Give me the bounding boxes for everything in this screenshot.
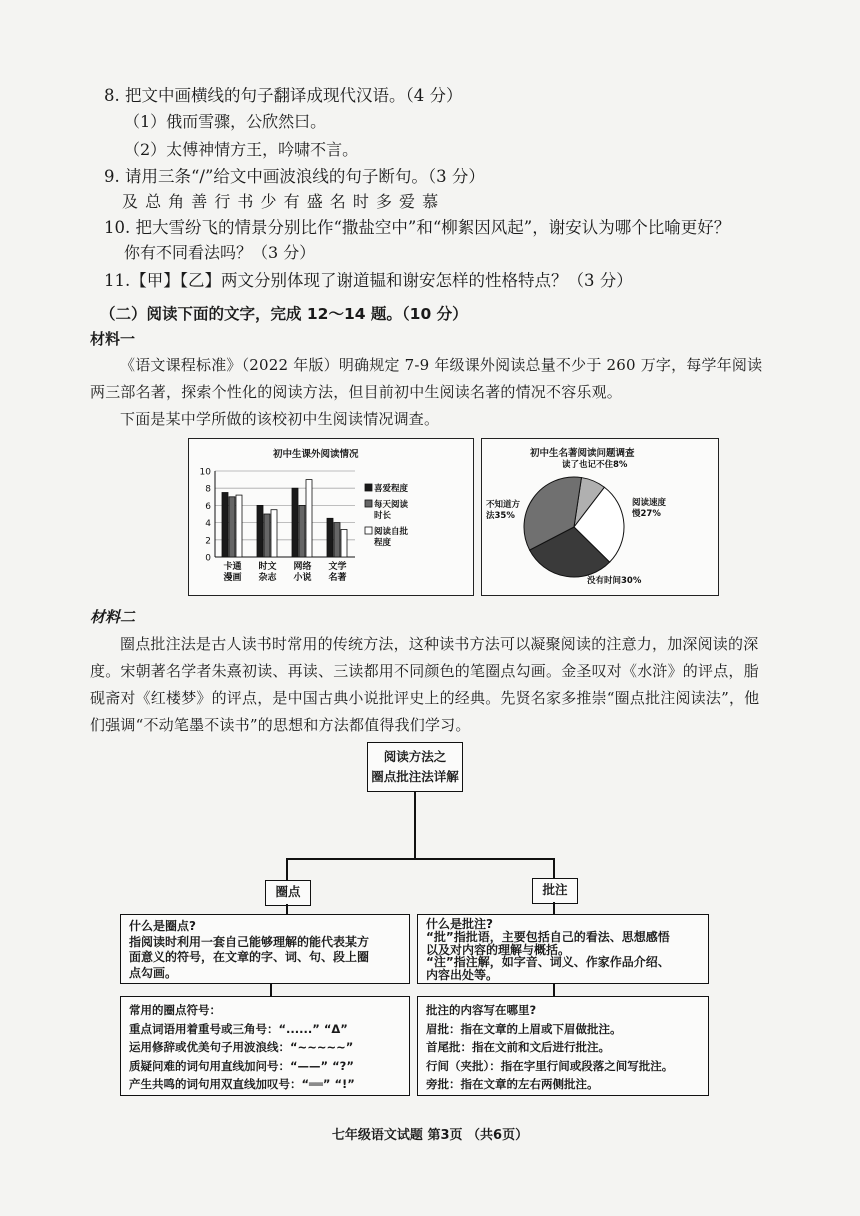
diagram-text-line: 什么是批注? [426, 917, 493, 931]
bar-chart-y-tick: 8 [205, 484, 211, 495]
bar-chart-bar [229, 497, 235, 557]
bar-chart-bar [271, 510, 277, 557]
diagram-text-line: 点勾画。 [129, 965, 178, 980]
question-9: 9. 请用三条“/”给文中画波浪线的句子断句。（3 分） [104, 167, 485, 186]
diagram-connector [270, 984, 272, 996]
bar-chart-category-label: 名著 [328, 573, 347, 583]
bar-chart-bar [327, 518, 333, 557]
bar-chart-y-tick: 2 [205, 536, 211, 547]
pie-chart-slice-label: 慢27% [632, 509, 661, 519]
pie-chart-title: 初中生名著阅读问题调查 [530, 448, 635, 459]
bar-chart [189, 439, 473, 595]
bar-chart-category-label: 卡通 [223, 562, 242, 572]
question-8: 8. 把文中画横线的句子翻译成现代汉语。（4 分） [104, 86, 463, 105]
question-10-line2: 你有不同看法吗？（3 分） [124, 243, 316, 262]
bar-chart-panel [188, 438, 474, 596]
material-1-paragraph: 《语文课程标准》（2022 年版）明确规定 7-9 年级课外阅读总量不少于 260 万字，每学年阅读两三部名著，探索个性化的阅读方法，但目前初中生阅读名著的情况不容乐观。 [90, 356, 763, 401]
bar-chart-bar [341, 529, 347, 557]
diagram-left-title: 圈点 [275, 884, 301, 899]
page-footer: 七年级语文试题 第3页 （共6页） [331, 1128, 529, 1143]
question-9-text: 及 总 角 善 行 书 少 有 盛 名 时 多 爱 慕 [122, 192, 440, 211]
diagram-text-line: 产生共鸣的词句用双直线加叹号：“══” “!” [129, 1077, 355, 1091]
bar-chart-category-label: 杂志 [258, 573, 277, 583]
bar-chart-legend-label: 喜爱程度 [374, 484, 409, 494]
bar-chart-bar [264, 514, 270, 557]
bar-chart-y-tick: 10 [199, 467, 211, 478]
diagram-root-box [367, 742, 463, 792]
bar-chart-category-label: 小说 [293, 573, 312, 583]
question-11: 11.【甲】【乙】两文分别体现了谢道韫和谢安怎样的性格特点？（3 分） [104, 271, 633, 290]
question-8-1: （1）俄而雪骤，公欣然曰。 [124, 112, 327, 131]
diagram-right-title: 批注 [542, 882, 568, 897]
bar-chart-category-label: 时文 [258, 562, 277, 572]
bar-chart-y-tick: 0 [205, 553, 211, 564]
pie-chart-slice-label: 读了也记不住8% [562, 460, 628, 470]
bar-chart-category-label: 文学 [328, 562, 347, 572]
diagram-root-line: 圈点批注法详解 [371, 769, 459, 784]
pie-chart-slice-label: 法35% [486, 511, 515, 521]
diagram-text-line: 旁批：指在文章的左右两侧批注。 [426, 1077, 599, 1091]
diagram-text-line: 眉批：指在文章的上眉或下眉做批注。 [426, 1021, 622, 1036]
bar-chart-bar [222, 493, 228, 558]
diagram-connector [553, 858, 555, 880]
bar-chart-legend-label: 程度 [374, 538, 392, 548]
diagram-text-line: 行间（夹批）：指在字里行间或段落之间写批注。 [426, 1058, 674, 1073]
bar-chart-legend-label: 时长 [374, 511, 392, 521]
pie-chart [482, 439, 718, 595]
bar-chart-y-tick: 6 [205, 501, 211, 512]
bar-chart-category-label: 网络 [293, 562, 312, 572]
pie-chart-slice-label: 没有时间30% [587, 576, 642, 586]
diagram-connector [286, 904, 288, 914]
bar-chart-y-tick: 4 [205, 519, 211, 530]
diagram-common-symbols [120, 996, 410, 1096]
diagram-text-line: 常用的圈点符号： [129, 1003, 221, 1017]
diagram-connector [553, 902, 555, 914]
diagram-connector [286, 858, 554, 860]
diagram-connector [414, 792, 416, 858]
material-1-survey-intro: 下面是某中学所做的该校初中生阅读情况调查。 [120, 410, 440, 428]
material-2-label: 材料二 [90, 608, 136, 626]
question-8-2: （2）太傅神情方王，吟啸不言。 [124, 140, 359, 159]
bar-chart-legend-swatch [365, 484, 372, 491]
section-2-heading: （二）阅读下面的文字，完成 12～14 题。（10 分） [100, 305, 468, 323]
bar-chart-bar [257, 505, 263, 557]
diagram-text-line: 指阅读时利用一套自己能够理解的能代表某方 [129, 934, 370, 949]
diagram-what-is-quandian [120, 914, 410, 984]
bar-chart-bar [299, 505, 305, 557]
diagram-text-line: 首尾批：指在文前和文后进行批注。 [426, 1040, 610, 1054]
diagram-text-line: 面意义的符号，在文章的字、词、句、段上圈 [129, 950, 370, 964]
diagram-connector [553, 984, 555, 996]
diagram-root-line: 阅读方法之 [383, 749, 447, 764]
bar-chart-category-label: 漫画 [223, 573, 242, 583]
diagram-text-line: “批”指批语，主要包括自己的看法、思想感悟 [426, 929, 670, 944]
diagram-right-title-box [532, 878, 578, 904]
diagram-text-line: 重点词语用着重号或三角号：“......” “Δ” [129, 1021, 348, 1036]
bar-chart-legend-label: 阅读自批 [374, 527, 409, 537]
diagram-where-to-annotate [417, 996, 709, 1096]
bar-chart-bar [306, 480, 312, 557]
bar-chart-bar [334, 523, 340, 557]
bar-chart-bar [292, 488, 298, 557]
diagram-text-line: “注”指注解，如字音、词义、作家作品介绍、 [426, 955, 670, 970]
diagram-text-line: 以及对内容的理解与概括。 [426, 942, 571, 957]
bar-chart-legend-swatch [365, 527, 372, 534]
diagram-text-line: 批注的内容写在哪里? [426, 1003, 537, 1017]
material-2-paragraph: 圈点批注法是古人读书时常用的传统方法，这种读书方法可以凝聚阅读的注意力，加深阅读的深度。宋朝著名学者朱熹初读、再读、三读都用不同颜色的笔圈点勾画。金圣叹对《水浒》的评点，脂砚斋对《红楼梦》的评点，是中国古典小说批评史上的经典。先贤名家多推崇“圈点批注阅读法”，他们强调“不动笔墨不读书”的思想和方法都值得我们学习。 [90, 635, 760, 734]
bar-chart-legend-label: 每天阅读 [374, 500, 409, 510]
diagram-what-is-pizhu [417, 914, 709, 984]
material-1-label: 材料一 [90, 330, 136, 348]
question-10-line1: 10. 把大雪纷飞的情景分别比作“撒盐空中”和“柳絮因风起”，谢安认为哪个比喻更好？ [104, 218, 731, 237]
diagram-text-line: 什么是圈点? [129, 919, 196, 933]
pie-chart-slice-label: 不知道方 [486, 500, 521, 510]
diagram-text-line: 运用修辞或优美句子用波浪线：“~~~~~” [129, 1040, 354, 1054]
bar-chart-title: 初中生课外阅读情况 [273, 449, 359, 460]
bar-chart-legend-swatch [365, 500, 372, 507]
pie-chart-panel [481, 438, 719, 596]
bar-chart-bar [236, 495, 242, 557]
diagram-connector [286, 858, 288, 882]
diagram-left-title-box [265, 880, 311, 906]
diagram-text-line: 质疑问难的词句用直线加问号：“——” “?” [129, 1058, 354, 1073]
pie-chart-slice-label: 阅读速度 [632, 498, 667, 508]
diagram-text-line: 内容出处等。 [426, 968, 499, 983]
